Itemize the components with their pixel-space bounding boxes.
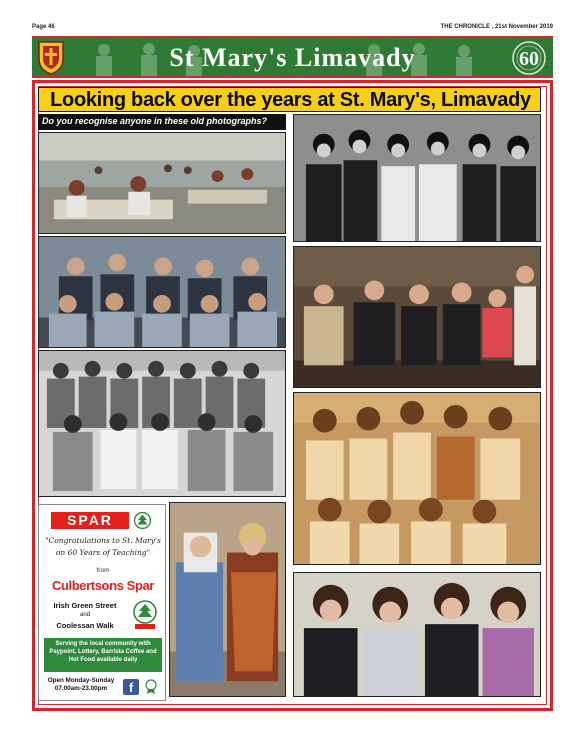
spar-tree-icon	[134, 512, 151, 529]
photo-nativity-play	[169, 502, 286, 697]
spar-tree-logo-icon	[131, 600, 159, 630]
opening-hours	[43, 677, 119, 693]
page-header	[32, 24, 553, 36]
page-number: Page 46	[32, 24, 55, 30]
advert-services: Serving the local community with Paypoint, Lottery, Barrista Coffee and Hot Food available daily	[44, 638, 162, 672]
spar-advert	[38, 504, 166, 701]
location-and: and	[79, 612, 90, 618]
opening-days: Open Monday-Sunday	[47, 677, 115, 684]
anniversary-badge	[509, 40, 549, 76]
advert-message: "Congratulations to St. Mary's on 60 Years of Teaching"	[45, 536, 161, 557]
subheading-bar	[38, 114, 286, 130]
subheading: Do you recognise anyone in these old photographs?	[42, 116, 268, 126]
opening-times: 07.00am-23.00pm	[54, 685, 108, 692]
facebook-icon: f	[123, 679, 139, 695]
award-badge-icon	[143, 679, 159, 695]
spar-logo: SPAR	[51, 512, 129, 529]
photo-girls-group	[293, 392, 541, 565]
store-name: Culbertsons Spar	[52, 578, 154, 593]
photo-pupils-uniform	[38, 236, 286, 348]
store-location-1: Irish Green Street	[53, 601, 117, 610]
store-location-2: Coolessan Walk	[56, 621, 114, 630]
advert-from: from	[96, 567, 110, 574]
headline: Looking back over the years at St. Mary's, Limavady	[50, 89, 531, 111]
photo-four-women	[293, 572, 541, 697]
photo-teens-group	[293, 114, 541, 242]
photo-classroom	[38, 132, 286, 234]
photo-celebration	[293, 246, 541, 388]
headline-bar	[38, 87, 541, 112]
section-banner	[32, 36, 553, 78]
photo-staff-group	[38, 350, 286, 497]
anniversary-number: 60	[519, 48, 539, 70]
publication-date: THE CHRONICLE , 21st November 2019	[440, 24, 553, 30]
banner-title: St Mary's Limavady	[169, 43, 416, 72]
